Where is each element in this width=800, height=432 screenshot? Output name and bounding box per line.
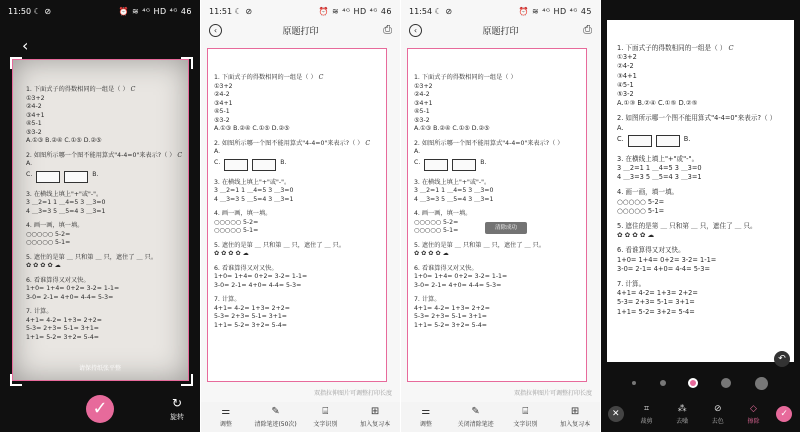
rotate-button[interactable]	[164, 396, 190, 422]
clear-success-toast: 清除成功	[485, 222, 527, 234]
header-bar	[401, 20, 600, 42]
status-time: 11:54	[409, 7, 433, 16]
q2-text: 2. 如图所示哪一个图不能用算式"4-4=0"来表示?（ ）	[414, 139, 564, 147]
q1-answer: C	[318, 74, 324, 81]
q1-choices: A.①③ B.②④ C.①⑤ D.②⑤	[26, 137, 102, 144]
adjust-button[interactable]	[404, 406, 448, 428]
q4-row: 5-2=	[647, 197, 665, 206]
q6-text: 6. 看谁算得又对又快。	[617, 246, 685, 255]
q3-text: 3. 在横线上填上"+"或"-"。	[214, 178, 291, 186]
q1-opt: ②4-2	[26, 103, 42, 110]
chevron-left-icon[interactable]: ‹	[22, 36, 29, 55]
tool-label: 文字识别	[513, 421, 538, 428]
q1-answer: C	[728, 44, 734, 52]
status-bar	[209, 6, 392, 18]
q4-text: 4. 画一画，填一填。	[617, 188, 679, 197]
editor-canvas[interactable]	[607, 20, 794, 362]
sliders-icon: ⚌	[421, 406, 431, 417]
status-left-icons: ☾ ⊘	[434, 7, 453, 16]
editor-toolbar	[603, 400, 797, 428]
q1-opt: ④5-1	[214, 108, 230, 115]
editor-worksheet: 1. 下面式子的得数相同的一组是（ ） C ①3+2 ②4-2 ③4+1 ④5-1 ⑤3-2 A.①③ B.②④ C.①⑤ D.②⑤ 2. 如图所示哪一个图不能用算式"4-4=0"来表示?（ ） A. C. B. 3. 在横线上填上"+"或"-"。 3 ＿2=1 1 ＿4=5 3 ＿3=0 4 ＿3=3 5 ＿5=4 3 ＿3=1 4. 画一画，填一填。 ○○○○○ 5-2= ○○○○○ 5-1= 5. 遮住的是第 ＿ 只和第 ＿ 只，遮住了 ＿ 只。 ✿ ✿ ✿ ✿ ☁ 6. 看谁算得又对又快。 1+0= 1+4= 0+2= 3-2= 1-1= 3-0= 2-1= 4+0= 4-4= 5-3= 7. 计算。 4+1= 4-2= 1+3= 2+2= 5-3= 2+3= 5-1= 3+1= 1+1= 5-2= 3+2= 5-4=	[617, 44, 789, 317]
q1-opt: ④5-1	[26, 120, 42, 127]
print-preview-screen	[201, 0, 400, 432]
q2-opt: C.	[617, 134, 624, 143]
sheet-worksheet: 1. 下面式子的得数相同的一组是（ ） ①3+2 ②4-2 ③4+1 ④5-1 ⑤3-2 A.①③ B.②④ C.①⑤ D.②⑤ 2. 如图所示哪一个图不能用算式"4-4=0"来表示?（ ） A. C. B. 3. 在横线上填上"+"或"-"。 3 ＿2=1 1 ＿4=5 3 ＿3=0 4 ＿3=3 5 ＿5=4 3 ＿3=1 4. 画一画，填一填。 ○○○○○ 5-2= ○○○○○ 5-1= 5. 遮住的是第 ＿ 只和第 ＿ 只，遮住了 ＿ 只。 ✿ ✿ ✿ ✿ ☁ 6. 看谁算得又对又快。 1+0= 1+4= 0+2= 3-2= 1-1= 3-0= 2-1= 4+0= 4-4= 5-3= 7. 计算。 4+1= 4-2= 1+3= 2+2= 5-3= 2+3= 5-1= 3+1= 1+1= 5-2= 3+2= 5-4=	[414, 74, 574, 330]
q1-answer: C	[130, 86, 136, 93]
q7-row: 5-3= 2+3= 5-1= 3+1=	[214, 313, 287, 320]
q3-row: 3 ＿2=1 1 ＿4=5 3 ＿3=0	[617, 164, 702, 173]
photo-worksheet: 1. 下面式子的得数相同的一组是（ ） C ①3+2 ②4-2 ③4+1 ④5-1 ⑤3-2 A.①③ B.②④ C.①⑤ D.②⑤ 2. 如图所示哪一个图不能用算式"4-4=0"来表示?（ ） C A. C. B. 3. 在横线上填上"+"或"-"。 3 ＿2=1 1 ＿4=5 3 ＿3=0 4 ＿3=3 5 ＿5=4 3 ＿3=1 4. 画一画，填一填。 ○○○○○ 5-2= ○○○○○ 5-1= 5. 遮住的是第 ＿ 只和第 ＿ 只，遮住了 ＿ 只。 ✿ ✿ ✿ ✿ ☁ 6. 看谁算得又对又快。 1+0= 1+4= 0+2= 3-2= 1-1= 3-0= 2-1= 4+0= 4-4= 5-3= 7. 计算。 4+1= 4-2= 1+3= 2+2= 5-3= 2+3= 5-1= 3+1= 1+1= 5-2= 3+2= 5-4=	[26, 86, 183, 341]
tool-label: 加入复习本	[360, 421, 391, 428]
q1-opt: ②4-2	[414, 91, 430, 98]
q7-row: 1+1= 5-2= 3+2= 5-4=	[414, 321, 487, 329]
confirm-edit-button[interactable]	[776, 406, 792, 422]
status-right-icons: ⏰ ≋ ⁴ᴳ HD ⁴ᴳ 45	[518, 7, 592, 16]
q6-row: 1+0= 1+4= 0+2= 3-2= 1-1=	[26, 285, 120, 292]
q1-opt: ④5-1	[414, 108, 430, 115]
q1-opt: ⑤3-2	[414, 116, 430, 124]
tool-label: 调整	[219, 421, 232, 428]
tool-label: 去色	[711, 417, 724, 425]
q7-row: 5-3= 2+3= 5-1= 3+1=	[617, 298, 695, 307]
q2-pic	[656, 135, 680, 147]
q1-opt: ③4+1	[414, 99, 433, 107]
tool-label: 去噪	[676, 417, 689, 425]
bottom-toolbar	[201, 402, 400, 432]
header-bar	[201, 20, 400, 42]
tool-label: 清除笔迹(50次)	[254, 421, 297, 428]
stretch-hint: 双指拉伸图片可调整打印长度	[313, 390, 392, 397]
q6-text: 6. 看谁算得又对又快。	[26, 276, 90, 284]
q4-row: 5-1=	[54, 239, 71, 246]
q2-opt: C.	[214, 158, 221, 166]
printer-icon[interactable]: ⎙	[383, 23, 392, 36]
chevron-left-icon: ‹	[413, 26, 418, 35]
q1-opt: ①3+2	[26, 94, 45, 102]
tool-label: 擦除	[747, 417, 760, 425]
q1-opt: ①3+2	[414, 82, 433, 90]
crop-handle-top-left[interactable]	[10, 57, 22, 69]
q2-opt: B.	[683, 134, 691, 143]
brush-size-2[interactable]	[660, 380, 666, 386]
q1-text: 1. 下面式子的得数相同的一组是（ ）	[414, 74, 517, 81]
q2-pictures	[26, 171, 176, 183]
q1-opt: ②4-2	[617, 62, 634, 71]
q4-row: 5-2=	[54, 230, 71, 238]
q2-pic	[452, 159, 476, 171]
denoise-icon: ⁂	[677, 403, 687, 414]
chevron-left-icon: ‹	[213, 26, 218, 35]
q1-text: 1. 下面式子的得数相同的一组是（ ）	[26, 86, 129, 93]
q7-text: 7. 计算。	[414, 296, 441, 303]
q3-row: 3 ＿2=1 1 ＿4=5 3 ＿3=0	[26, 199, 106, 206]
decolor-icon: ⊘	[714, 403, 722, 414]
tool-label: 加入复习本	[560, 421, 591, 428]
crop-handle-top-right[interactable]	[181, 57, 193, 69]
sheet-worksheet: 1. 下面式子的得数相同的一组是（ ） C ①3+2 ②4-2 ③4+1 ④5-1 ⑤3-2 A.①③ B.②④ C.①⑤ D.②⑤ 2. 如图所示哪一个图不能用算式"4-4=0"来表示?（ ） C A. C. B. 3. 在横线上填上"+"或"-"。 3 ＿2=1 1 ＿4=5 3 ＿3=0 4 ＿3=3 5 ＿5=4 3 ＿3=1 4. 画一画，填一填。 ○○○○○ 5-2= ○○○○○ 5-1= 5. 遮住的是第 ＿ 只和第 ＿ 只，遮住了 ＿ 只。 ✿ ✿ ✿ ✿ ☁ 6. 看谁算得又对又快。 1+0= 1+4= 0+2= 3-2= 1-1= 3-0= 2-1= 4+0= 4-4= 5-3= 7. 计算。 4+1= 4-2= 1+3= 2+2= 5-3= 2+3= 5-1= 3+1= 1+1= 5-2= 3+2= 5-4=	[214, 74, 374, 330]
q7-row: 5-3= 2+3= 5-1= 3+1=	[26, 325, 99, 332]
q2-text: 2. 如图所示哪一个图不能用算式"4-4=0"来表示?（ ）	[214, 139, 364, 147]
close-icon: ✕	[612, 409, 620, 419]
tool-label: 文字识别	[313, 421, 338, 428]
q6-row: 1+0= 1+4= 0+2= 3-2= 1-1=	[617, 255, 717, 264]
q4-row: 5-2=	[442, 218, 459, 226]
q3-row: 3 ＿2=1 1 ＿4=5 3 ＿3=0	[214, 187, 294, 194]
q2-pictures	[617, 135, 789, 147]
undo-icon[interactable]: ↶	[774, 351, 790, 367]
q4-row: 5-2=	[242, 218, 259, 226]
add-book-icon: ⊞	[570, 406, 580, 417]
stretch-hint: 双指拉伸图片可调整打印长度	[513, 390, 592, 397]
add-book-icon: ⊞	[370, 406, 380, 417]
eraser-wand-icon: ✎	[271, 406, 280, 417]
rotate-icon: ↻	[171, 396, 183, 410]
q6-row: 3-0= 2-1= 4+0= 4-4= 5-3=	[214, 281, 302, 289]
q5-text: 5. 遮住的是第 ＿ 只和第 ＿ 只，遮住了 ＿ 只。	[617, 222, 757, 231]
close-button[interactable]	[608, 406, 624, 422]
q3-row: 4 ＿3=3 5 ＿5=4 3 ＿3=1	[617, 173, 702, 182]
q2-text: 2. 如图所示哪一个图不能用算式"4-4=0"来表示?（ ）	[26, 151, 176, 159]
q1-opt: ③4+1	[214, 99, 233, 107]
check-icon: ✓	[780, 409, 788, 419]
status-left-icons: ☾ ⊘	[234, 7, 253, 16]
q1-opt: ⑤3-2	[214, 116, 230, 124]
q2-opt: A.	[214, 148, 221, 155]
status-bar	[8, 6, 192, 18]
q3-text: 3. 在横线上填上"+"或"-"。	[26, 190, 103, 198]
eraser-wand-icon: ✎	[471, 406, 480, 417]
status-left-icons: ☾ ⊘	[33, 7, 52, 16]
printer-icon[interactable]: ⎙	[583, 23, 592, 36]
q2-pic	[64, 171, 88, 183]
brush-size-4[interactable]	[721, 378, 731, 388]
crop-handle-bottom-right[interactable]	[181, 374, 193, 386]
q2-pic	[252, 159, 276, 171]
q2-pic	[628, 135, 652, 147]
q2-pic	[424, 159, 448, 171]
brush-size-3[interactable]	[690, 380, 696, 386]
q6-row: 1+0= 1+4= 0+2= 3-2= 1-1=	[214, 273, 308, 280]
close-clear-handwriting-button[interactable]	[454, 406, 498, 428]
decolor-tool[interactable]	[705, 404, 731, 425]
q1-opt: ③4+1	[26, 111, 45, 119]
q2-opt: A.	[26, 160, 33, 167]
q1-opt: ④5-1	[617, 80, 634, 89]
q7-row: 1+1= 5-2= 3+2= 5-4=	[617, 307, 695, 316]
q6-text: 6. 看谁算得又对又快。	[214, 264, 278, 272]
q3-text: 3. 在横线上填上"+"或"-"。	[414, 178, 491, 186]
crop-icon: ⌗	[643, 403, 650, 414]
q3-row: 4 ＿3=3 5 ＿5=4 3 ＿3=1	[414, 195, 494, 203]
q7-row: 4+1= 4-2= 1+3= 2+2=	[414, 304, 490, 312]
page-title: 原题打印	[282, 27, 319, 37]
status-right-icons: ⏰ ≋ ⁴ᴳ HD ⁴ᴳ 46	[118, 7, 192, 16]
q7-row: 1+1= 5-2= 3+2= 5-4=	[214, 321, 287, 329]
adjust-button[interactable]	[204, 406, 248, 428]
q3-text: 3. 在横线上填上"+"或"-"。	[617, 154, 699, 163]
status-bar	[409, 6, 592, 18]
q6-row: 3-0= 2-1= 4+0= 4-4= 5-3=	[414, 281, 502, 289]
q5-text: 5. 遮住的是第 ＿ 只和第 ＿ 只，遮住了 ＿ 只。	[214, 241, 346, 249]
q1-opt: ③4+1	[617, 71, 637, 80]
crop-tool[interactable]	[633, 404, 659, 425]
q1-opt: ⑤3-2	[26, 128, 42, 136]
check-icon: ✓	[92, 398, 108, 419]
ocr-button[interactable]	[303, 406, 347, 428]
ocr-icon: ⌸	[322, 406, 329, 417]
confirm-button[interactable]	[86, 395, 114, 423]
crop-handle-bottom-left[interactable]	[10, 374, 22, 386]
q7-row: 4+1= 4-2= 1+3= 2+2=	[26, 316, 102, 324]
print-preview-cleared-screen	[401, 0, 600, 432]
q2-pic	[36, 171, 60, 183]
camera-crop-screen	[0, 0, 200, 432]
q7-row: 1+1= 5-2= 3+2= 5-4=	[26, 333, 99, 341]
q4-text: 4. 画一画，填一填。	[214, 210, 272, 217]
q1-text: 1. 下面式子的得数相同的一组是（ ）	[617, 44, 727, 52]
q7-text: 7. 计算。	[26, 308, 53, 315]
tool-label: 关闭清除笔迹	[457, 421, 494, 428]
q5-text: 5. 遮住的是第 ＿ 只和第 ＿ 只，遮住了 ＿ 只。	[414, 241, 546, 249]
q2-opt: C.	[26, 170, 33, 178]
q1-choices: A.①③ B.②④ C.①⑤ D.②⑤	[617, 99, 698, 108]
q6-row: 1+0= 1+4= 0+2= 3-2= 1-1=	[414, 273, 508, 280]
q2-answer: C	[365, 139, 371, 147]
add-review-book-button[interactable]	[553, 406, 597, 428]
q3-row: 4 ＿3=3 5 ＿5=4 3 ＿3=1	[26, 207, 106, 215]
q6-row: 3-0= 2-1= 4+0= 4-4= 5-3=	[617, 264, 711, 273]
q2-opt: B.	[92, 170, 99, 178]
brush-size-picker	[620, 376, 780, 390]
q4-row: 5-1=	[647, 206, 665, 215]
q5-text: 5. 遮住的是第 ＿ 只和第 ＿ 只，遮住了 ＿ 只。	[26, 253, 158, 261]
q3-row: 3 ＿2=1 1 ＿4=5 3 ＿3=0	[414, 187, 494, 194]
q4-text: 4. 画一画，填一填。	[414, 210, 472, 217]
q2-pictures	[414, 159, 574, 171]
q2-pic	[224, 159, 248, 171]
q1-choices: A.①③ B.②④ C.①⑤ D.②⑤	[414, 125, 490, 132]
status-time: 11:51	[209, 7, 233, 16]
status-right-icons: ⏰ ≋ ⁴ᴳ HD ⁴ᴳ 46	[318, 7, 392, 16]
q2-opt: A.	[617, 123, 624, 132]
q2-answer: C	[177, 151, 183, 159]
q7-row: 4+1= 4-2= 1+3= 2+2=	[214, 304, 290, 312]
q1-opt: ⑤3-2	[617, 90, 634, 99]
ocr-icon: ⌸	[522, 406, 529, 417]
q4-text: 4. 画一画，填一填。	[26, 222, 84, 229]
q4-row: 5-1=	[242, 227, 259, 234]
q2-pictures	[214, 159, 374, 171]
q7-row: 4+1= 4-2= 1+3= 2+2=	[617, 289, 698, 298]
q3-row: 4 ＿3=3 5 ＿5=4 3 ＿3=1	[214, 195, 294, 203]
q6-text: 6. 看谁算得又对又快。	[414, 264, 478, 272]
q2-opt: C.	[414, 158, 421, 166]
q7-text: 7. 计算。	[617, 280, 646, 289]
photo-hint: 请保持纸张平整	[79, 365, 122, 372]
denoise-tool[interactable]	[669, 404, 695, 425]
q2-opt: B.	[280, 158, 287, 166]
ocr-button[interactable]	[503, 406, 547, 428]
tool-label: 裁剪	[640, 417, 653, 425]
q7-text: 7. 计算。	[214, 296, 241, 303]
q1-opt: ①3+2	[617, 53, 637, 62]
tool-label: 调整	[419, 421, 432, 428]
q6-row: 3-0= 2-1= 4+0= 4-4= 5-3=	[26, 293, 114, 301]
q4-row: 5-1=	[442, 227, 459, 234]
q1-opt: ②4-2	[214, 91, 230, 98]
clear-handwriting-button[interactable]	[254, 406, 298, 428]
brush-size-1[interactable]	[632, 381, 636, 385]
brush-size-5[interactable]	[755, 377, 768, 390]
q1-text: 1. 下面式子的得数相同的一组是（ ）	[214, 74, 317, 81]
q2-text: 2. 如图所示哪一个图不能用算式"4-4=0"来表示?（ ）	[617, 114, 777, 123]
add-review-book-button[interactable]	[353, 406, 397, 428]
rotate-label: 旋转	[170, 413, 184, 421]
q7-row: 5-3= 2+3= 5-1= 3+1=	[414, 313, 487, 320]
page-title: 原题打印	[482, 27, 519, 37]
sliders-icon: ⚌	[221, 406, 231, 417]
q2-opt: A.	[414, 148, 421, 155]
bottom-toolbar	[401, 402, 600, 432]
q2-opt: B.	[480, 158, 487, 166]
eraser-icon: ◇	[749, 403, 757, 414]
q1-opt: ①3+2	[214, 82, 233, 90]
status-time: 11:50	[8, 7, 32, 16]
eraser-tool[interactable]	[740, 404, 766, 425]
q1-choices: A.①③ B.②④ C.①⑤ D.②⑤	[214, 125, 290, 132]
